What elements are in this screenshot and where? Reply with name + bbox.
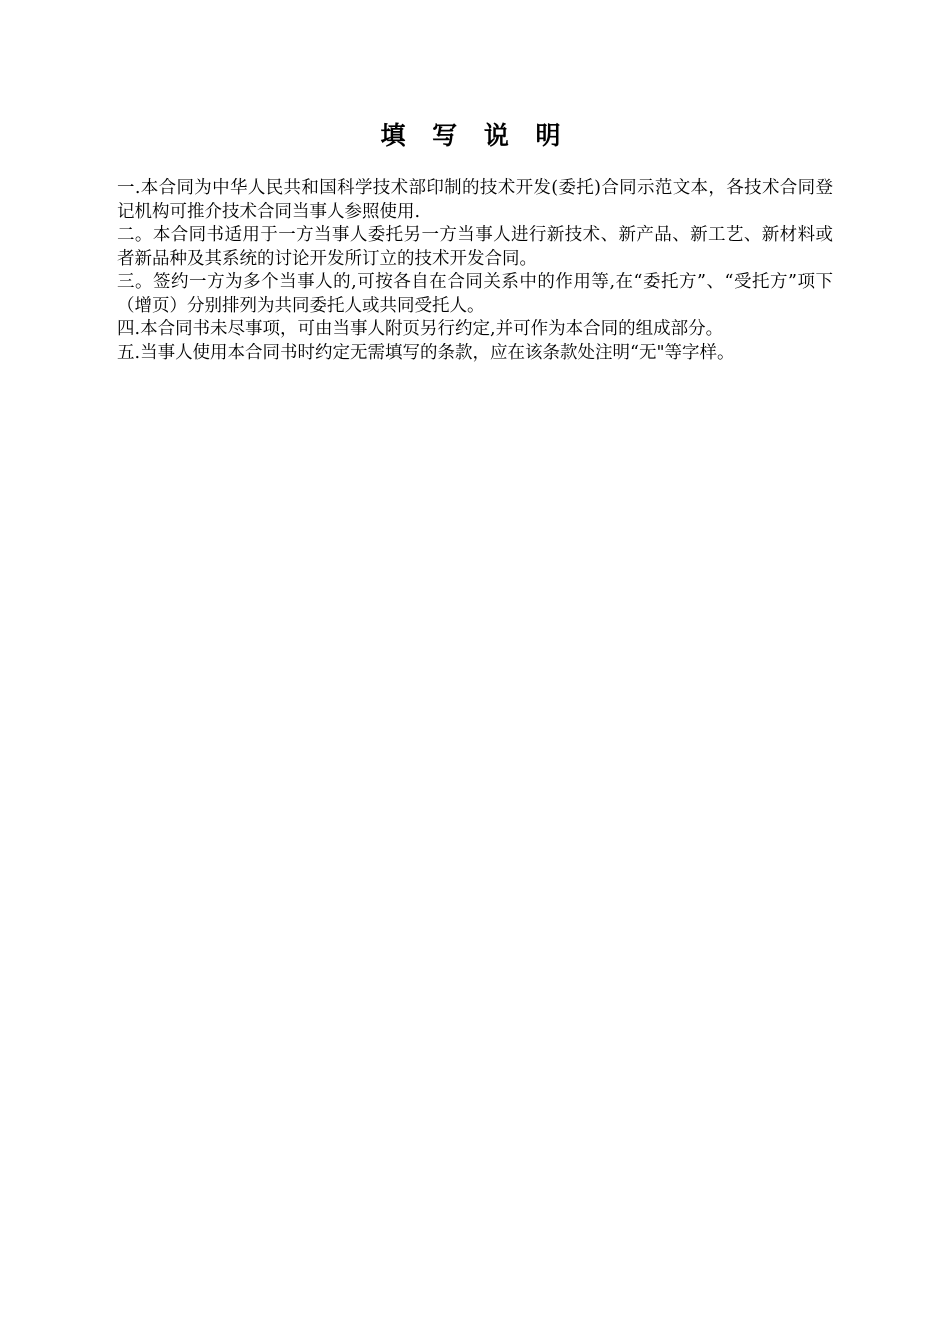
instructions-body (117, 177, 833, 365)
instruction-item-3: 三。签约一方为多个当事人的,可按各自在合同关系中的作用等,在“委托方”、“受托方”项下（增页）分别排列为共同委托人或共同受托人。 (117, 272, 833, 316)
instruction-item-5: 五.当事人使用本合同书时约定无需填写的条款，应在该条款处注明“无"等字样。 (117, 342, 735, 363)
instruction-item-4: 四.本合同书未尽事项，可由当事人附页另行约定,并可作为本合同的组成部分。 (117, 319, 724, 339)
instruction-item-1: 一.本合同为中华人民共和国科学技术部印制的技术开发(委托)合同示范文本，各技术合同登记机构可推介技术合同当事人参照使用. (117, 178, 833, 222)
page-title: 填 写 说 明 (380, 121, 570, 150)
instruction-item-2: 二。本合同书适用于一方当事人委托另一方当事人进行新技术、新产品、新工艺、新材料或者新品种及其系统的讨论开发所订立的技术开发合同。 (117, 225, 833, 269)
